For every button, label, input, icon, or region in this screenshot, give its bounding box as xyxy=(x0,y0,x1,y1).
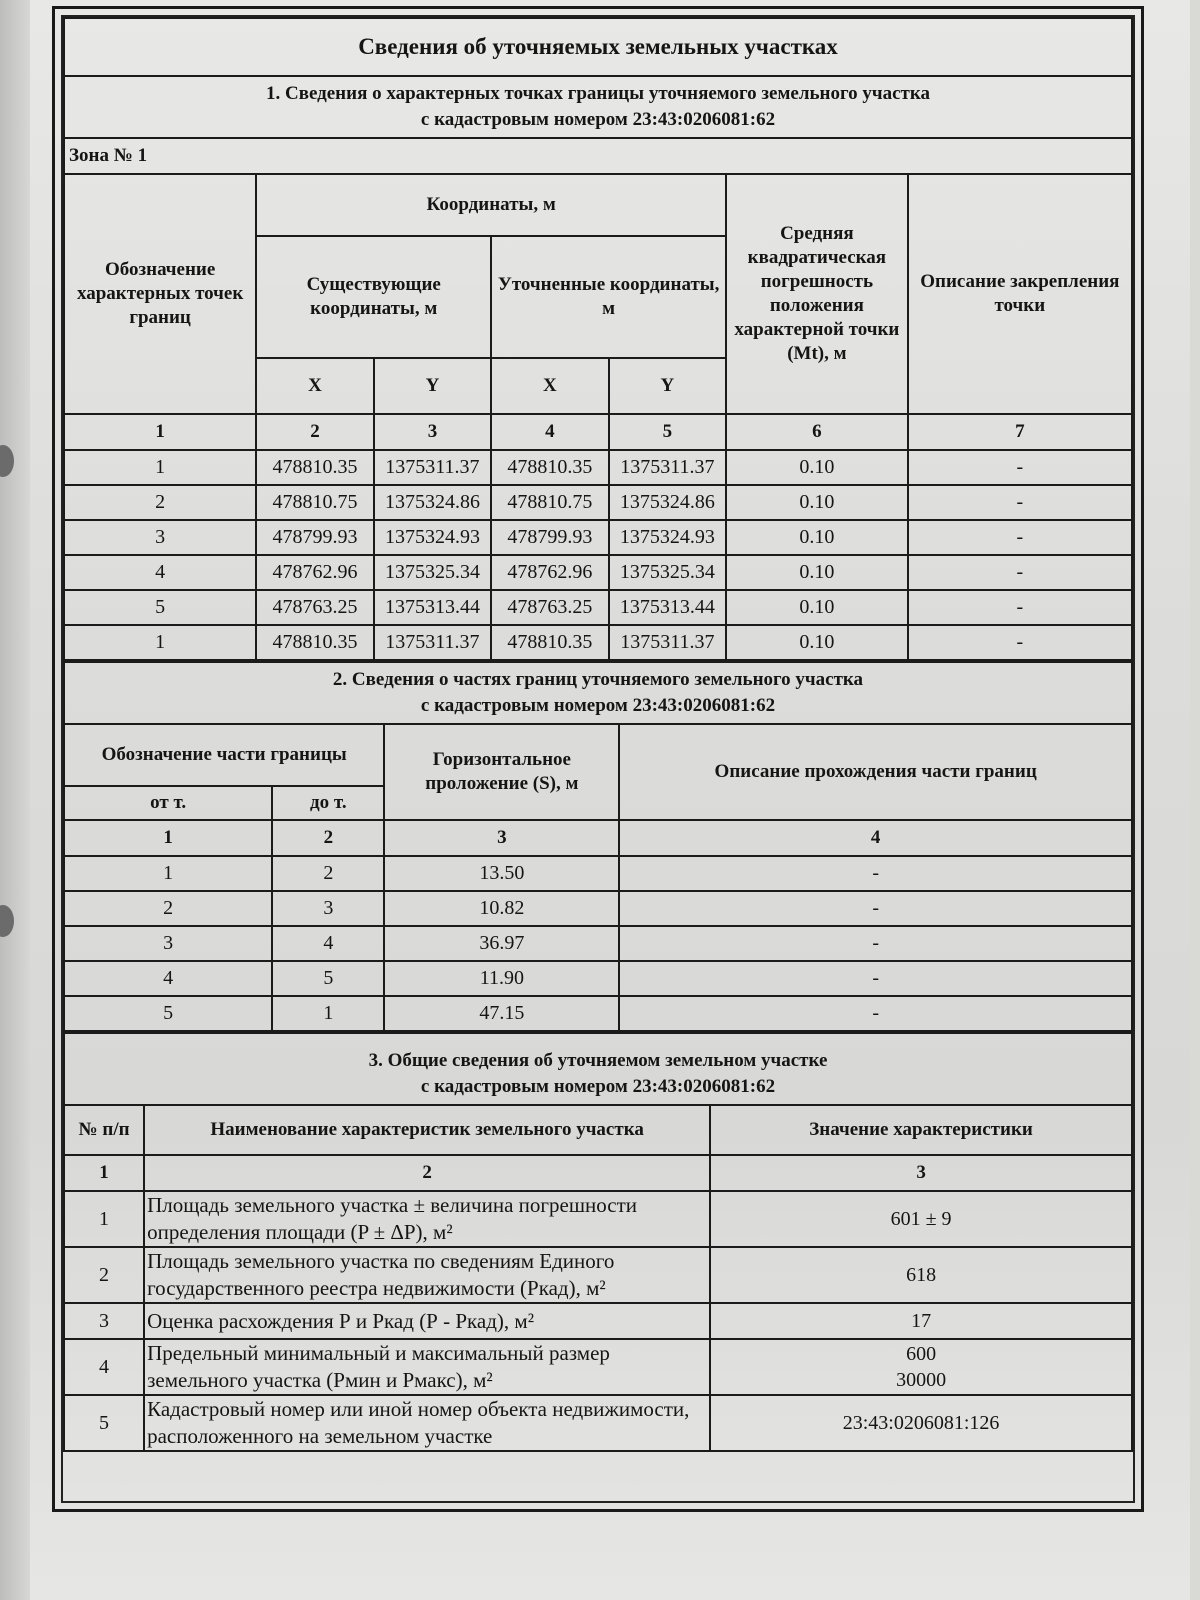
header-x: X xyxy=(491,358,608,414)
table-row: 2 478810.75 1375324.86 478810.75 1375324.86 0.10 - xyxy=(64,485,1132,520)
table-row: 1 Площадь земельного участка ± величина погрешности определения площади (P ± ΔP), м² 601 ± 9 xyxy=(64,1191,1132,1247)
column-numbers-row: 1 2 3 4 xyxy=(64,820,1132,856)
document-sheet xyxy=(30,0,1190,1600)
header-desc: Описание прохождения части границ xyxy=(619,724,1132,820)
header-coordinates: Координаты, м xyxy=(256,174,726,236)
table-row: 5 478763.25 1375313.44 478763.25 1375313.44 0.10 - xyxy=(64,590,1132,625)
table-row: 4 5 11.90 - xyxy=(64,961,1132,996)
document-frame xyxy=(52,6,1144,1512)
header-value: Значение характеристики xyxy=(710,1105,1132,1155)
section1-title: 1. Сведения о характерных точках границы уточняемого земельного участка с кадастровым номером 23:43:0206081:62 xyxy=(64,76,1132,138)
table-row: 3 478799.93 1375324.93 478799.93 1375324.93 0.10 - xyxy=(64,520,1132,555)
punch-hole xyxy=(0,445,14,477)
header-name: Наименование характеристик земельного участка xyxy=(144,1105,710,1155)
column-numbers-row: 1 2 3 4 5 6 7 xyxy=(64,414,1132,450)
column-numbers-row: 1 2 3 xyxy=(64,1155,1132,1191)
table-row: 2 Площадь земельного участка по сведениям Единого государственного реестра недвижимости (Ркад), м² 618 xyxy=(64,1247,1132,1303)
section1-table xyxy=(63,17,1133,661)
header-to: до т. xyxy=(272,786,384,820)
binder-edge xyxy=(0,0,30,1600)
section3-title: 3. Общие сведения об уточняемом земельном участке с кадастровым номером 23:43:0206081:62 xyxy=(64,1033,1132,1105)
table-row: 3 4 36.97 - xyxy=(64,926,1132,961)
table-row: 1 478810.35 1375311.37 478810.35 1375311.37 0.10 - xyxy=(64,625,1132,660)
table-row: 1 478810.35 1375311.37 478810.35 1375311.37 0.10 - xyxy=(64,450,1132,485)
header-length: Горизонтальное проложение (S), м xyxy=(384,724,619,820)
section3-table xyxy=(63,1032,1133,1492)
table-row: 1 2 13.50 - xyxy=(64,856,1132,891)
page-title: Сведения об уточняемых земельных участках xyxy=(64,18,1132,76)
table-row: 5 1 47.15 - xyxy=(64,996,1132,1031)
header-designation: Обозначение характерных точек границ xyxy=(64,174,256,414)
header-y: Y xyxy=(374,358,491,414)
header-y: Y xyxy=(609,358,726,414)
table-row: 4 Предельный минимальный и максимальный размер земельного участка (Рмин и Рмакс), м² 600 30000 xyxy=(64,1339,1132,1395)
table-row: 5 Кадастровый номер или иной номер объекта недвижимости, расположенного на земельном участке 23:43:0206081:126 xyxy=(64,1395,1132,1451)
header-no: № п/п xyxy=(64,1105,144,1155)
header-x: X xyxy=(256,358,373,414)
header-existing: Существующие координаты, м xyxy=(256,236,491,358)
zone-label: Зона № 1 xyxy=(64,138,1132,174)
table-row: 4 478762.96 1375325.34 478762.96 1375325.34 0.10 - xyxy=(64,555,1132,590)
header-error: Средняя квадратическая погрешность положения характерной точки (Mt), м xyxy=(726,174,908,414)
section2-title: 2. Сведения о частях границ уточняемого земельного участка с кадастровым номером 23:43:0206081:62 xyxy=(64,662,1132,724)
punch-hole xyxy=(0,905,14,937)
table-row: 3 Оценка расхождения Р и Ркад (Р - Ркад), м² 17 xyxy=(64,1303,1132,1339)
header-fixing: Описание закрепления точки xyxy=(908,174,1132,414)
header-refined: Уточненные координаты, м xyxy=(491,236,726,358)
section2-table xyxy=(63,661,1133,1032)
header-part: Обозначение части границы xyxy=(64,724,384,786)
table-row: 2 3 10.82 - xyxy=(64,891,1132,926)
header-from: от т. xyxy=(64,786,272,820)
